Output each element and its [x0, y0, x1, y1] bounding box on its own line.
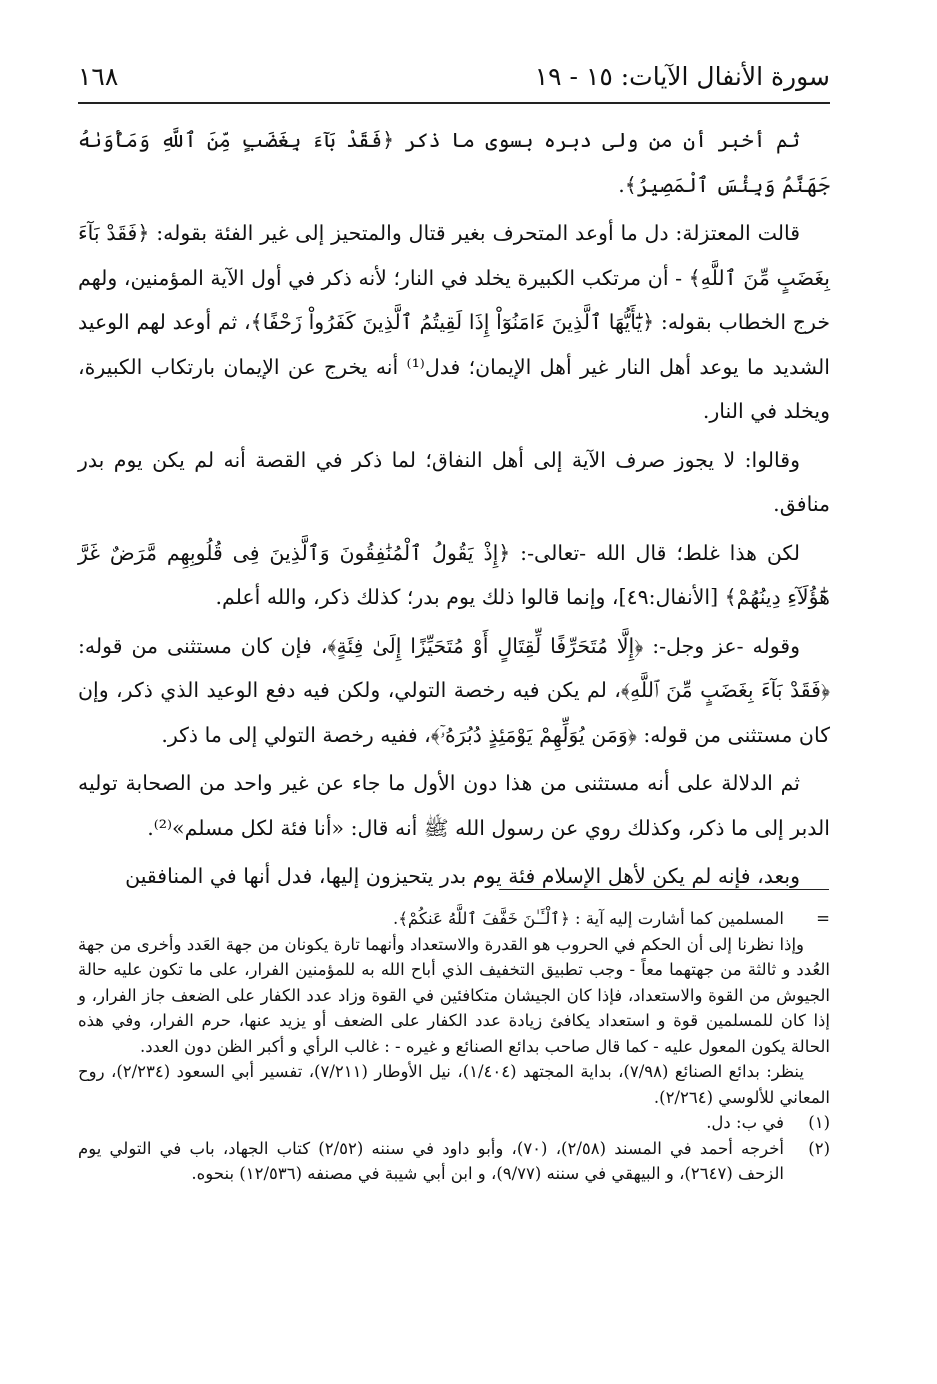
footnote-text: في ب: دل.	[706, 1113, 784, 1132]
paragraph: ثم أخبر أن من ولى دبره بسوى ما ذكر ﴿فَقَدْ بَآءَ بِغَضَبٍ مِّنَ ٱللَّهِ وَمَأْوَىٰهُ جَهَنَّمُ وَبِئْسَ ٱلْمَصِيرُ﴾.	[78, 128, 830, 197]
paragraph: لكن هذا غلط؛ قال الله -تعالى-: ﴿إِذْ يَقُولُ ٱلْمُنَٰفِقُونَ وَٱلَّذِينَ فِى قُلُوبِهِم مَّرَضٌ غَرَّ هَٰٓؤُلَآءِ دِينُهُمْ﴾ [الأنفال:٤٩]، وإنما قالوا ذلك يوم بدر؛ كذلك ذكر، والله أعلم.	[78, 540, 830, 609]
paragraph: وقوله -عز وجل-: ﴿إِلَّا مُتَحَرِّفًا لِّقِتَالٍ أَوْ مُتَحَيِّزًا إِلَىٰ فِئَةٍ﴾، فإن كان مستثنى من قوله: ﴿فَقَدْ بَآءَ بِغَضَبٍ مِّنَ ٱللَّهِ﴾، لم يكن فيه رخصة التولي، ولكن فيه دفع الوعيد الذي ذكر، وإن كان مستثنى من قوله: ﴿وَمَن يُوَلِّهِمْ يَوْمَئِذٍ دُبُرَهُۥٓ﴾، ففيه رخصة التولي إلى ما ذكر.	[78, 633, 830, 747]
footnote-continuation	[78, 906, 830, 932]
footnotes	[78, 906, 830, 1187]
page-header	[78, 58, 830, 104]
page-number: ١٦٨	[78, 62, 119, 91]
footnote-2	[78, 1136, 830, 1187]
paragraph: ثم الدلالة على أنه مستثنى من هذا دون الأول ما جاء عن غير واحد من الصحابة توليه الدبر إلى ما ذكر، وكذلك روي عن رسول الله ﷺ أنه قال: «أنا فئة لكل مسلم»⁽²⁾.	[78, 771, 830, 840]
footnote-1	[78, 1110, 830, 1136]
paragraph: قالت المعتزلة: دل ما أوعد المتحرف بغير قتال والمتحيز إلى غير الفئة بقوله: ﴿فَقَدْ بَآءَ بِغَضَبٍ مِّنَ ٱللَّهِ﴾ - أن مرتكب الكبيرة يخلد في النار؛ لأنه ذكر في أول الآية المؤمنين، ولهم خرج الخطاب بقوله: ﴿يَٰٓأَيُّهَا ٱلَّذِينَ ءَامَنُوٓاْ إِذَا لَقِيتُمُ ٱلَّذِينَ كَفَرُواْ زَحْفًا﴾، ثم أوعد لهم الوعيد الشديد ما يوعد أهل النار غير أهل الإيمان؛ فدل⁽¹⁾ أنه يخرج عن الإيمان بارتكاب الكبيرة، ويخلد في النار.	[78, 221, 830, 423]
continuation-mark: =	[816, 909, 830, 928]
running-title: سورة الأنفال الآيات: ١٥ - ١٩	[534, 62, 830, 91]
paragraph: وبعد، فإنه لم يكن لأهل الإسلام فئة يوم بدر يتحيزون إليها، فدل أنها في المنافقين	[125, 864, 800, 888]
footnote-separator	[499, 889, 829, 890]
footnote-mark: (٢)	[808, 1138, 830, 1158]
footnote-mark: (١)	[808, 1113, 830, 1132]
footnote-paragraph: ينظر: بدائع الصنائع (٧/٩٨)، بداية المجتهد (١/٤٠٤)، نيل الأوطار (٧/٢١١)، تفسير أبي السعود (٢/٢٣٤)، روح المعاني للألوسي (٢/٢٦٤).	[78, 1062, 830, 1107]
main-text	[78, 118, 830, 903]
footnote-paragraph: وإذا نظرنا إلى أن الحكم في الحروب هو القدرة والاستعداد وأنهما تارة يكونان من جهة العَدد وأخرى من جهة العُدد و ثالثة من جهتهما معاً - وجب تطبيق التخفيف الذي أباح الله به للمؤمنين الفرار، على ما تكون عليه حالة الجيوش من القوة والاستعداد، فإذا كان الجيشان متكافئين في القوة وزاد عدد الكفار على الضعف جاز الفرار، و إذا كان للمسلمين قوة و استعداد يكافئ زيادة عدد الكفار على الضعف أو يزيد عنها، حرم الفرار، وفي هذه الحالة يكون المعول عليه - كما قال صاحب بدائع الصنائع و غيره - : غالب الرأي و أكبر الظن دون العدد.	[78, 934, 830, 1056]
footnote-text: المسلمين كما أشارت إليه آية : ﴿ٱلْـَٔـٰنَ خَفَّفَ ٱللَّهُ عَنكُمْ﴾.	[392, 909, 784, 928]
footnote-text: أخرجه أحمد في المسند (٢/٥٨)، (٧٠)، وأبو داود في سننه (٢/٥٢) كتاب الجهاد، باب في التولي يوم الزحف (٢٦٤٧)، و البيهقي في سننه (٩/٧٧)، و ابن أبي شيبة في مصنفه (١٢/٥٣٦) بنحوه.	[78, 1138, 784, 1183]
paragraph: وقالوا: لا يجوز صرف الآية إلى أهل النفاق؛ لما ذكر في القصة أنه لم يكن يوم بدر منافق.	[78, 447, 830, 516]
